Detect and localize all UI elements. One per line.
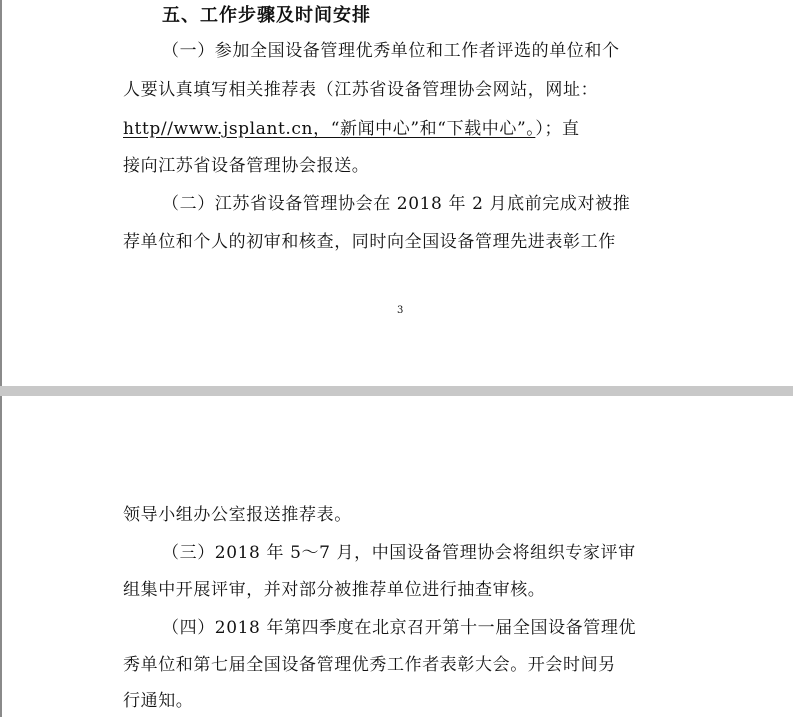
paragraph-1-line-1: （一）参加全国设备管理优秀单位和工作者评选的单位和个 xyxy=(162,41,620,61)
paragraph-4-line-1: （四）2018 年第四季度在北京召开第十一届全国设备管理优 xyxy=(162,618,637,638)
website-link[interactable]: http//www.jsplant.cn，“新闻中心”和“下载中心”。 xyxy=(123,119,536,139)
paragraph-4-line-2: 秀单位和第七届全国设备管理优秀工作者表彰大会。开会时间另 xyxy=(123,655,616,675)
paragraph-1-line-4: 接向江苏省设备管理协会报送。 xyxy=(123,156,370,176)
paragraph-3-line-1: （三）2018 年 5～7 月，中国设备管理协会将组织专家评审 xyxy=(162,543,636,563)
continued-line: 领导小组办公室报送推荐表。 xyxy=(123,505,352,525)
paragraph-3-line-2: 组集中开展评审，并对部分被推荐单位进行抽查审核。 xyxy=(123,580,546,600)
paragraph-2-line-1: （二）江苏省设备管理协会在 2018 年 2 月底前完成对被推 xyxy=(162,194,631,214)
paragraph-1-line-3-tail: ）；直 xyxy=(535,119,580,139)
paragraph-4-line-3: 行通知。 xyxy=(123,691,194,711)
paragraph-2-line-2: 荐单位和个人的初审和核查，同时向全国设备管理先进表彰工作 xyxy=(123,232,616,252)
paragraph-1-line-2: 人要认真填写相关推荐表（江苏省设备管理协会网站，网址： xyxy=(123,80,599,100)
paragraph-1-line-3 xyxy=(123,116,580,142)
page-separator xyxy=(0,386,793,396)
section-heading: 五、工作步骤及时间安排 xyxy=(162,5,371,26)
document-page-4 xyxy=(0,396,793,717)
page-number: 3 xyxy=(397,305,404,316)
